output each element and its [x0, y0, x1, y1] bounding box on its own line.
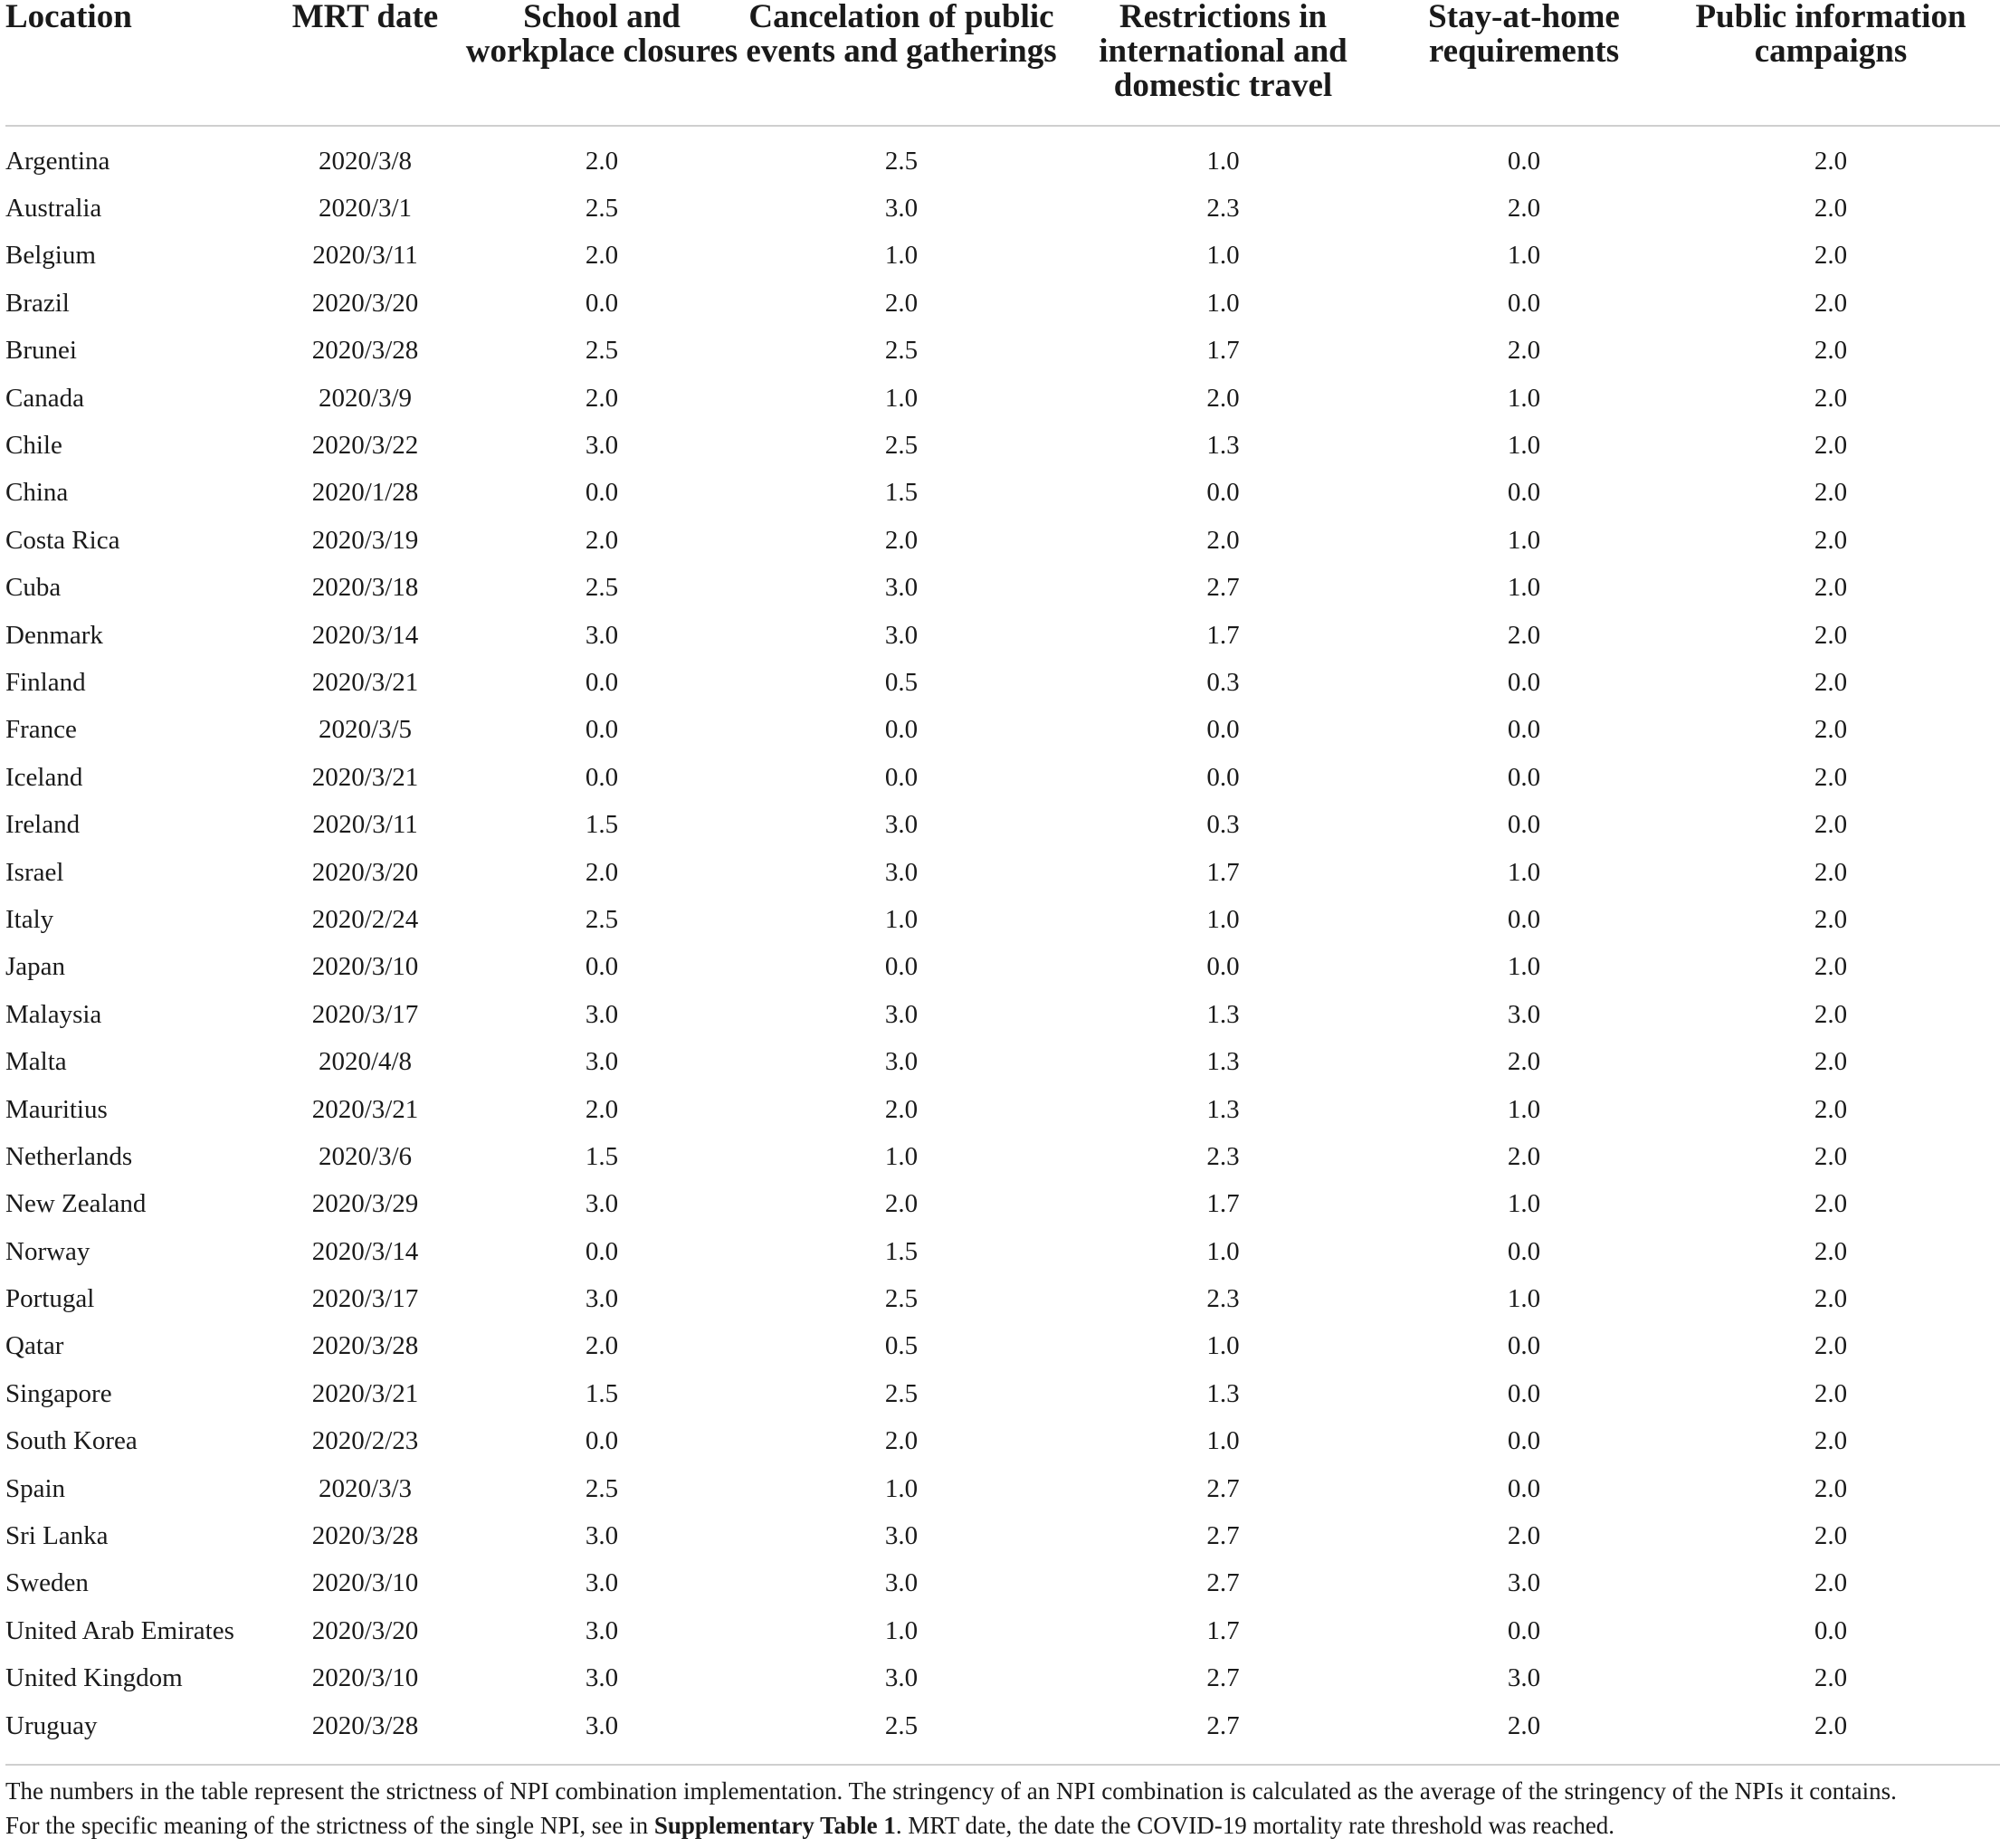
table-row — [5, 707, 2000, 754]
cell-location: Brazil — [5, 288, 70, 318]
cell-public-events: 2.5 — [884, 336, 919, 366]
cell-mrt-date: 2020/3/20 — [311, 288, 419, 318]
cell-location: Brunei — [5, 336, 77, 366]
cell-public-events: 0.0 — [884, 762, 919, 792]
cell-location: Singapore — [5, 1378, 112, 1408]
cell-school-closures: 0.0 — [585, 1236, 619, 1266]
cell-school-closures: 1.5 — [585, 810, 619, 840]
cell-public-events: 1.0 — [884, 1141, 919, 1171]
table-row — [5, 896, 2000, 943]
cell-public-events: 2.0 — [884, 1189, 919, 1219]
cell-public-events: 0.0 — [884, 715, 919, 745]
cell-stay-at-home: 1.0 — [1507, 857, 1541, 887]
cell-stay-at-home: 2.0 — [1507, 336, 1541, 366]
table-row — [5, 1702, 2000, 1765]
table-row — [5, 565, 2000, 612]
cell-travel-restrictions: 2.3 — [1206, 194, 1240, 224]
cell-travel-restrictions: 1.7 — [1206, 1189, 1240, 1219]
cell-stay-at-home: 2.0 — [1507, 1521, 1541, 1551]
cell-public-information: 2.0 — [1814, 336, 1848, 366]
cell-school-closures: 0.0 — [585, 288, 619, 318]
cell-travel-restrictions: 1.0 — [1206, 288, 1240, 318]
cell-public-events: 1.5 — [884, 1236, 919, 1266]
cell-stay-at-home: 1.0 — [1507, 525, 1541, 555]
cell-public-information: 2.0 — [1814, 1378, 1848, 1408]
footnote-line-1: The numbers in the table represent the strictness of NPI combination implementation. The stringency of an NPI combination is calculated as the average of the stringency of the NPIs it contains. — [5, 1777, 1897, 1805]
cell-mrt-date: 2020/3/14 — [311, 1236, 419, 1266]
cell-public-information: 2.0 — [1814, 1047, 1848, 1077]
cell-public-information: 2.0 — [1814, 904, 1848, 934]
cell-school-closures: 1.5 — [585, 1141, 619, 1171]
cell-public-information: 2.0 — [1814, 952, 1848, 982]
table-row — [5, 126, 2000, 185]
cell-stay-at-home: 0.0 — [1507, 478, 1541, 508]
cell-public-events: 1.0 — [884, 904, 919, 934]
column-header-location: Location — [5, 0, 270, 126]
cell-stay-at-home: 0.0 — [1507, 288, 1541, 318]
table-row — [5, 1181, 2000, 1228]
cell-stay-at-home: 0.0 — [1507, 762, 1541, 792]
cell-public-events: 2.5 — [884, 1284, 919, 1314]
cell-travel-restrictions: 2.0 — [1206, 525, 1240, 555]
cell-mrt-date: 2020/3/20 — [311, 857, 419, 887]
cell-location: Canada — [5, 383, 84, 413]
table-row — [5, 659, 2000, 706]
cell-travel-restrictions: 1.3 — [1206, 1047, 1240, 1077]
cell-stay-at-home: 1.0 — [1507, 1284, 1541, 1314]
cell-stay-at-home: 2.0 — [1507, 1141, 1541, 1171]
cell-stay-at-home: 3.0 — [1507, 1568, 1541, 1598]
cell-school-closures: 0.0 — [585, 762, 619, 792]
cell-school-closures: 3.0 — [585, 1284, 619, 1314]
cell-school-closures: 0.0 — [585, 952, 619, 982]
cell-location: Sri Lanka — [5, 1521, 109, 1551]
table-body — [5, 126, 2000, 1765]
cell-public-events: 2.0 — [884, 525, 919, 555]
cell-mrt-date: 2020/3/17 — [311, 999, 419, 1029]
cell-school-closures: 2.0 — [585, 383, 619, 413]
cell-school-closures: 3.0 — [585, 1521, 619, 1551]
footnote-line-2 — [5, 1808, 1910, 1843]
cell-travel-restrictions: 2.7 — [1206, 1473, 1240, 1503]
cell-school-closures: 2.0 — [585, 857, 619, 887]
cell-public-information: 2.0 — [1814, 194, 1848, 224]
cell-school-closures: 0.0 — [585, 478, 619, 508]
cell-stay-at-home: 1.0 — [1507, 431, 1541, 461]
cell-mrt-date: 2020/2/23 — [311, 1426, 419, 1456]
cell-travel-restrictions: 0.0 — [1206, 952, 1240, 982]
cell-location: Denmark — [5, 620, 103, 650]
cell-stay-at-home: 1.0 — [1507, 383, 1541, 413]
cell-public-information: 2.0 — [1814, 1141, 1848, 1171]
footnote-line-2-start: For the specific meaning of the strictness of the single NPI, see in — [5, 1812, 654, 1839]
cell-school-closures: 3.0 — [585, 1663, 619, 1693]
cell-school-closures: 3.0 — [585, 620, 619, 650]
table-row — [5, 1038, 2000, 1085]
table-row — [5, 1323, 2000, 1370]
cell-location: Qatar — [5, 1331, 64, 1361]
cell-location: Finland — [5, 667, 86, 697]
cell-public-events: 0.0 — [884, 952, 919, 982]
cell-public-information: 2.0 — [1814, 762, 1848, 792]
cell-travel-restrictions: 2.3 — [1206, 1141, 1240, 1171]
cell-school-closures: 3.0 — [585, 431, 619, 461]
cell-public-events: 2.5 — [884, 1378, 919, 1408]
table-row — [5, 1418, 2000, 1465]
cell-school-closures: 1.5 — [585, 1378, 619, 1408]
cell-school-closures: 2.0 — [585, 1331, 619, 1361]
cell-school-closures: 3.0 — [461, 1702, 743, 1765]
cell-stay-at-home: 0.0 — [1507, 810, 1541, 840]
cell-school-closures: 3.0 — [585, 1189, 619, 1219]
table-row — [5, 944, 2000, 991]
table-row — [5, 375, 2000, 422]
cell-location: Argentina — [5, 146, 110, 176]
cell-public-events: 2.5 — [884, 146, 919, 176]
cell-stay-at-home: 0.0 — [1507, 667, 1541, 697]
table-row — [5, 470, 2000, 517]
cell-public-events: 3.0 — [884, 1663, 919, 1693]
cell-mrt-date: 2020/3/8 — [318, 146, 413, 176]
table-row — [5, 1512, 2000, 1559]
cell-travel-restrictions: 1.7 — [1206, 1615, 1240, 1645]
cell-location: Malta — [5, 1047, 67, 1077]
cell-public-information: 2.0 — [1814, 1663, 1848, 1693]
cell-public-events: 3.0 — [884, 1568, 919, 1598]
cell-stay-at-home: 3.0 — [1507, 999, 1541, 1029]
cell-stay-at-home: 1.0 — [1507, 1189, 1541, 1219]
cell-travel-restrictions: 2.0 — [1206, 383, 1240, 413]
cell-public-events: 3.0 — [884, 1521, 919, 1551]
cell-mrt-date: 2020/1/28 — [311, 478, 419, 508]
cell-stay-at-home: 2.0 — [1507, 194, 1541, 224]
cell-location: China — [5, 478, 69, 508]
cell-mrt-date: 2020/3/21 — [311, 1378, 419, 1408]
cell-mrt-date: 2020/3/11 — [312, 810, 418, 840]
cell-stay-at-home: 0.0 — [1507, 904, 1541, 934]
cell-mrt-date: 2020/3/10 — [311, 952, 419, 982]
cell-location: Belgium — [5, 241, 96, 271]
cell-public-events: 3.0 — [884, 810, 919, 840]
cell-public-events: 3.0 — [884, 620, 919, 650]
cell-location: Australia — [5, 194, 102, 224]
cell-stay-at-home: 0.0 — [1507, 1615, 1541, 1645]
cell-public-information: 2.0 — [1814, 667, 1848, 697]
cell-mrt-date: 2020/3/21 — [311, 1094, 419, 1124]
cell-public-information: 2.0 — [1814, 857, 1848, 887]
cell-public-events: 3.0 — [884, 857, 919, 887]
cell-school-closures: 2.0 — [585, 525, 619, 555]
column-header-mrt-date: MRT date — [270, 0, 461, 126]
cell-stay-at-home: 2.0 — [1386, 1702, 1662, 1765]
cell-travel-restrictions: 2.7 — [1206, 1568, 1240, 1598]
cell-travel-restrictions: 0.0 — [1206, 762, 1240, 792]
cell-travel-restrictions: 2.7 — [1206, 1663, 1240, 1693]
cell-stay-at-home: 0.0 — [1507, 715, 1541, 745]
cell-travel-restrictions: 1.7 — [1206, 620, 1240, 650]
cell-school-closures: 2.5 — [585, 904, 619, 934]
cell-public-events: 3.0 — [884, 999, 919, 1029]
cell-travel-restrictions: 0.0 — [1206, 715, 1240, 745]
cell-travel-restrictions: 1.0 — [1206, 1426, 1240, 1456]
cell-mrt-date: 2020/3/19 — [311, 525, 419, 555]
cell-mrt-date: 2020/2/24 — [311, 904, 419, 934]
cell-public-events: 2.0 — [884, 1094, 919, 1124]
cell-school-closures: 2.0 — [585, 146, 619, 176]
cell-location: Israel — [5, 857, 64, 887]
cell-public-information: 2.0 — [1814, 383, 1848, 413]
cell-public-events: 1.0 — [884, 1473, 919, 1503]
table-footnote — [5, 1774, 1910, 1843]
cell-travel-restrictions: 1.0 — [1206, 241, 1240, 271]
cell-mrt-date: 2020/3/20 — [311, 1615, 419, 1645]
cell-public-events: 3.0 — [884, 1047, 919, 1077]
cell-travel-restrictions: 2.7 — [1060, 1702, 1386, 1765]
cell-location: Uruguay — [5, 1702, 270, 1765]
cell-public-information: 2.0 — [1814, 1331, 1848, 1361]
cell-school-closures: 0.0 — [585, 667, 619, 697]
cell-school-closures: 2.5 — [585, 194, 619, 224]
cell-stay-at-home: 0.0 — [1507, 1236, 1541, 1266]
cell-public-information: 2.0 — [1814, 999, 1848, 1029]
cell-travel-restrictions: 1.0 — [1206, 1331, 1240, 1361]
footnote-line-2-end: . MRT date, the date the COVID-19 mortality rate threshold was reached. — [895, 1812, 1615, 1839]
table-row — [5, 1228, 2000, 1275]
cell-public-events: 2.0 — [884, 1426, 919, 1456]
table-row — [5, 280, 2000, 327]
cell-school-closures: 3.0 — [585, 1568, 619, 1598]
cell-stay-at-home: 3.0 — [1507, 1663, 1541, 1693]
cell-mrt-date: 2020/3/28 — [311, 1521, 419, 1551]
cell-mrt-date: 2020/3/11 — [312, 241, 418, 271]
table-row — [5, 328, 2000, 375]
cell-public-information: 2.0 — [1662, 1702, 2000, 1765]
cell-stay-at-home: 2.0 — [1507, 620, 1541, 650]
cell-location: New Zealand — [5, 1189, 147, 1219]
cell-school-closures: 3.0 — [585, 1047, 619, 1077]
table-row — [5, 1655, 2000, 1702]
cell-mrt-date: 2020/3/21 — [311, 762, 419, 792]
npi-stringency-table — [5, 0, 2000, 1766]
table-row — [5, 991, 2000, 1038]
cell-travel-restrictions: 0.3 — [1206, 810, 1240, 840]
cell-travel-restrictions: 2.7 — [1206, 1521, 1240, 1551]
cell-mrt-date: 2020/3/17 — [311, 1284, 419, 1314]
cell-public-information: 2.0 — [1814, 1521, 1848, 1551]
cell-mrt-date: 2020/3/21 — [311, 667, 419, 697]
table-row — [5, 1607, 2000, 1654]
cell-mrt-date: 2020/3/6 — [318, 1141, 413, 1171]
cell-travel-restrictions: 0.0 — [1206, 478, 1240, 508]
cell-public-events: 3.0 — [884, 194, 919, 224]
cell-public-events: 2.5 — [743, 1702, 1060, 1765]
cell-location: Norway — [5, 1236, 90, 1266]
table-row — [5, 422, 2000, 469]
cell-stay-at-home: 1.0 — [1507, 952, 1541, 982]
cell-school-closures: 2.0 — [585, 241, 619, 271]
table-header — [5, 0, 2000, 126]
cell-public-information: 2.0 — [1814, 1236, 1848, 1266]
table-row — [5, 801, 2000, 848]
cell-public-information: 2.0 — [1814, 1189, 1848, 1219]
cell-travel-restrictions: 1.0 — [1206, 1236, 1240, 1266]
cell-public-information: 2.0 — [1814, 620, 1848, 650]
cell-travel-restrictions: 1.7 — [1206, 336, 1240, 366]
table-row — [5, 517, 2000, 564]
cell-school-closures: 0.0 — [585, 715, 619, 745]
cell-mrt-date: 2020/3/22 — [311, 431, 419, 461]
table-row — [5, 1133, 2000, 1180]
cell-public-events: 1.0 — [884, 241, 919, 271]
cell-mrt-date: 2020/3/10 — [311, 1663, 419, 1693]
cell-location: Portugal — [5, 1284, 95, 1314]
cell-travel-restrictions: 1.7 — [1206, 857, 1240, 887]
cell-public-information: 2.0 — [1814, 146, 1848, 176]
column-header-cancelation-public-events: Cancelation of public events and gatherings — [743, 0, 1060, 126]
cell-public-information: 2.0 — [1814, 1426, 1848, 1456]
cell-location: Mauritius — [5, 1094, 108, 1124]
header-row — [5, 0, 2000, 126]
cell-mrt-date: 2020/3/14 — [311, 620, 419, 650]
cell-location: Chile — [5, 431, 62, 461]
cell-location: Cuba — [5, 573, 62, 603]
cell-school-closures: 3.0 — [585, 1615, 619, 1645]
cell-travel-restrictions: 1.0 — [1206, 904, 1240, 934]
cell-travel-restrictions: 2.7 — [1206, 573, 1240, 603]
cell-location: South Korea — [5, 1426, 138, 1456]
cell-mrt-date: 2020/3/3 — [318, 1473, 413, 1503]
cell-mrt-date: 2020/3/18 — [311, 573, 419, 603]
cell-public-information: 2.0 — [1814, 715, 1848, 745]
cell-travel-restrictions: 0.3 — [1206, 667, 1240, 697]
column-header-public-information: Public information campaigns — [1662, 0, 2000, 126]
cell-public-information: 2.0 — [1814, 525, 1848, 555]
table-row — [5, 185, 2000, 232]
cell-public-events: 2.0 — [884, 288, 919, 318]
cell-travel-restrictions: 2.3 — [1206, 1284, 1240, 1314]
column-header-travel-restrictions: Restrictions in international and domestic travel — [1060, 0, 1386, 126]
table-row — [5, 233, 2000, 280]
cell-travel-restrictions: 1.0 — [1206, 146, 1240, 176]
cell-location: Costa Rica — [5, 525, 120, 555]
cell-school-closures: 3.0 — [585, 999, 619, 1029]
cell-location: Iceland — [5, 762, 83, 792]
cell-stay-at-home: 0.0 — [1507, 146, 1541, 176]
cell-location: France — [5, 715, 77, 745]
cell-stay-at-home: 2.0 — [1507, 1047, 1541, 1077]
cell-school-closures: 2.5 — [585, 1473, 619, 1503]
cell-location: Japan — [5, 952, 66, 982]
cell-public-information: 2.0 — [1814, 1473, 1848, 1503]
cell-public-information: 2.0 — [1814, 431, 1848, 461]
cell-school-closures: 2.0 — [585, 1094, 619, 1124]
cell-public-information: 2.0 — [1814, 1284, 1848, 1314]
cell-stay-at-home: 0.0 — [1507, 1331, 1541, 1361]
cell-mrt-date: 2020/3/1 — [318, 194, 413, 224]
cell-stay-at-home: 0.0 — [1507, 1426, 1541, 1456]
cell-travel-restrictions: 1.3 — [1206, 1094, 1240, 1124]
cell-location: United Kingdom — [5, 1663, 183, 1693]
cell-location: Spain — [5, 1473, 66, 1503]
cell-location: Sweden — [5, 1568, 89, 1598]
cell-mrt-date: 2020/3/5 — [318, 715, 413, 745]
cell-public-events: 0.5 — [884, 667, 919, 697]
cell-mrt-date: 2020/3/28 — [311, 1331, 419, 1361]
cell-public-information: 2.0 — [1814, 288, 1848, 318]
column-header-stay-at-home: Stay-at-home requirements — [1386, 0, 1662, 126]
cell-location: Netherlands — [5, 1141, 133, 1171]
cell-public-events: 1.0 — [884, 383, 919, 413]
cell-location: Ireland — [5, 810, 81, 840]
cell-public-events: 3.0 — [884, 573, 919, 603]
cell-stay-at-home: 1.0 — [1507, 1094, 1541, 1124]
table-row — [5, 754, 2000, 801]
cell-public-events: 0.5 — [884, 1331, 919, 1361]
cell-mrt-date: 2020/3/10 — [311, 1568, 419, 1598]
cell-stay-at-home: 1.0 — [1507, 573, 1541, 603]
supplementary-table-reference: Supplementary Table 1 — [653, 1812, 896, 1839]
cell-public-information: 2.0 — [1814, 573, 1848, 603]
cell-public-information: 2.0 — [1814, 1094, 1848, 1124]
cell-mrt-date: 2020/3/28 — [270, 1702, 461, 1765]
cell-school-closures: 2.5 — [585, 573, 619, 603]
cell-location: Malaysia — [5, 999, 102, 1029]
cell-mrt-date: 2020/3/29 — [311, 1189, 419, 1219]
cell-public-information: 0.0 — [1814, 1615, 1848, 1645]
column-header-school-workplace-closures: School and workplace closures — [461, 0, 743, 126]
cell-public-events: 1.5 — [884, 478, 919, 508]
table-row — [5, 1086, 2000, 1133]
cell-stay-at-home: 1.0 — [1507, 241, 1541, 271]
cell-public-information: 2.0 — [1814, 478, 1848, 508]
cell-school-closures: 2.5 — [585, 336, 619, 366]
cell-travel-restrictions: 1.3 — [1206, 1378, 1240, 1408]
cell-stay-at-home: 0.0 — [1507, 1378, 1541, 1408]
cell-location: United Arab Emirates — [5, 1615, 234, 1645]
cell-school-closures: 0.0 — [585, 1426, 619, 1456]
cell-mrt-date: 2020/3/9 — [318, 383, 413, 413]
table-row — [5, 1275, 2000, 1322]
cell-mrt-date: 2020/4/8 — [318, 1047, 413, 1077]
cell-mrt-date: 2020/3/28 — [311, 336, 419, 366]
cell-public-information: 2.0 — [1814, 1568, 1848, 1598]
table-row — [5, 1560, 2000, 1607]
cell-travel-restrictions: 1.3 — [1206, 431, 1240, 461]
table-row — [5, 1465, 2000, 1512]
cell-stay-at-home: 0.0 — [1507, 1473, 1541, 1503]
cell-public-information: 2.0 — [1814, 241, 1848, 271]
cell-public-events: 2.5 — [884, 431, 919, 461]
cell-public-information: 2.0 — [1814, 810, 1848, 840]
table-row — [5, 612, 2000, 659]
cell-public-events: 1.0 — [884, 1615, 919, 1645]
cell-location: Italy — [5, 904, 54, 934]
table-row — [5, 1370, 2000, 1417]
cell-travel-restrictions: 1.3 — [1206, 999, 1240, 1029]
table-row — [5, 849, 2000, 896]
